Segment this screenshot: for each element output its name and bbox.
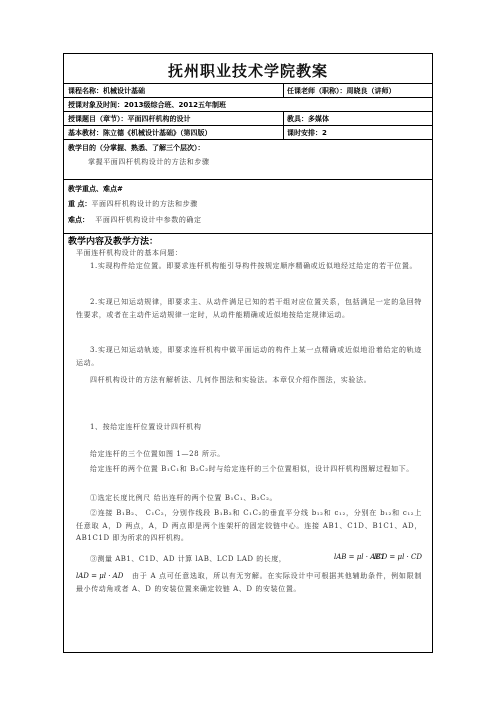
step-3-note-text: 由于 A 点可任意选取，所以有无穷解。在实际设计中可根据其他辅助条件，例如限制最小传动角或者 A、D 的安装位置来确定铰链 A、D 的安装位置。 [76,572,422,593]
audience-row [64,98,432,112]
teaching-tools: 教具：多媒体 [287,115,329,123]
section-1-p1: 给定连杆的三个位置如图 1—28 所示。 [90,450,225,458]
content-heading: 教学内容及教学方法： [68,237,159,247]
audience-time: 授课对象及时间：2013级综合班、2012五年制班 [68,101,226,109]
difficulty-label: 难点： [68,216,89,224]
content-intro: 平面连杆机构设计的基本问题： [76,249,183,257]
focus-text: 平面四杆机构设计的方法和步骤 [91,200,198,208]
document-title: 抚州职业技术学院教案 [167,62,328,80]
course-row [64,84,432,98]
lesson-plan-table [63,53,433,653]
lesson-topic: 授课题目（章节）：平面四杆机构的设计 [68,115,191,123]
hours-cell [283,126,432,139]
textbook-row [64,126,432,140]
formula-lad: lAD = μl · AD [76,572,124,580]
focus-label: 重 点： [68,200,92,208]
class-hours: 课时安排：2 [287,129,327,137]
paragraph-1: 1.实现构件给定位置。即要求连杆机构能引导构件按规定顺序精确或近似地经过给定的若干位置。 [90,262,418,270]
paragraph-2: 2.实现已知运动规律，即要求主、从动件满足已知的若干组对应位置关系，包括满足一定的急回特性要求，或者在主动件运动规律一定时，从动件能精确或近似地按给定规律运动。 [76,298,422,319]
section-1-p2: 给定连杆的两个位置 B₁C₁和 B₂C₂时与给定连杆的三个位置相似，设计四杆机构图解过程如下。 [90,465,414,473]
content-section [64,234,432,652]
objectives-text: 掌握平面四杆机构设计的方法和步骤 [88,158,210,166]
step-1: ①选定长度比例尺 给出连杆的两个位置 B₁C₁、B₂C₂。 [90,494,278,502]
difficulty-text: 平面四杆机构设计中参数的确定 [95,216,202,224]
key-points-row [64,180,432,234]
formula-lab: lAB = μl · AB1 [334,553,385,561]
section-1-heading: 1、按给定连杆位置设计四杆机构 [90,423,202,431]
teacher-cell [283,84,432,97]
tools-cell [283,112,432,125]
focus-line [68,199,198,209]
step-3: ③测量 AB1、C1D、AD 计算 lAB、LCD LAD 的长度， [90,555,287,563]
paragraph-4: 四杆机构设计的方法有解析法、几何作图法和实验法。本章仅介绍作图法，实验法。 [90,376,372,384]
title-row [64,54,432,84]
formula-lcd: lCD = μl · CD [374,553,422,561]
key-points-heading: 教学重点、难点# [68,185,123,193]
course-name: 课程名称：机械设计基础 [68,87,145,95]
objectives-row [64,140,432,180]
difficulty-line [68,215,202,225]
paragraph-3: 3.实现已知运动轨迹，即要求连杆机构中做平面运动的构件上某一点精确或近似地沿着给定的轨迹运动。 [76,346,422,367]
teacher-name: 任课老师（职称）：周晓良（讲师） [287,87,396,95]
topic-row [64,112,432,126]
objectives-heading: 教学目的（分掌握、熟悉、了解三个层次）： [68,144,205,152]
step-2: ②连接 B₁B₂、 C₁C₂，分别作线段 B₁B₂和 C₁C₂的垂直平分线 b₁₂和 c₁₂，分别在 b₁₂和 c₁₂上任意取 A，D 两点，A，D 两点即是两个连架杆的固定铰链中心。连接 AB1、C1D、B1C1、AD，AB1C1D 即为所求的四杆机构。 [76,509,422,542]
textbook: 基本教材：陈立德《机械设计基础》（第四版） [68,129,212,137]
step-3-note [76,570,422,595]
